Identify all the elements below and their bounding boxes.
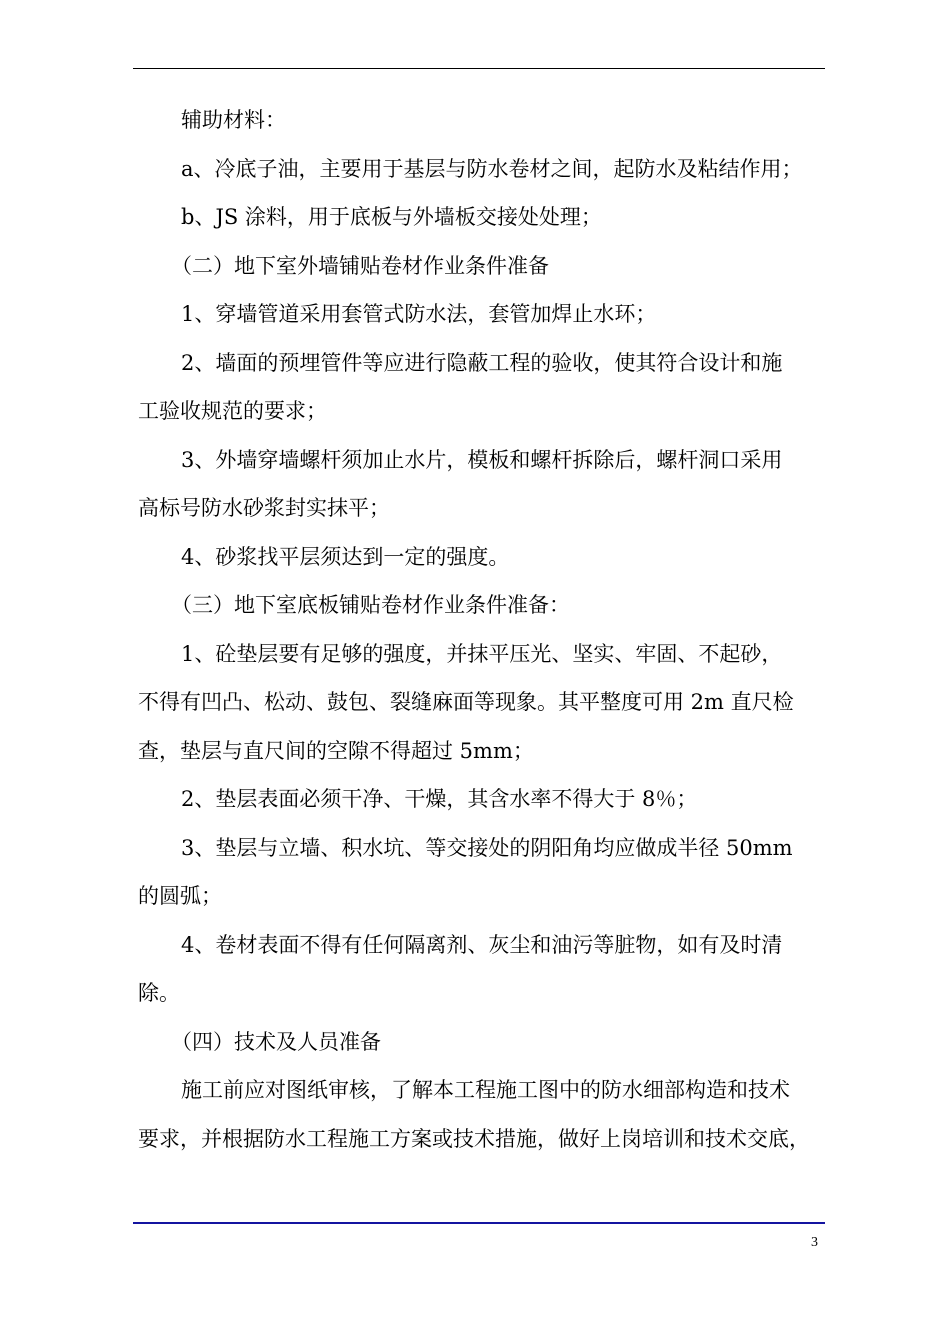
paragraph-line: 不得有凹凸、松动、鼓包、裂缝麻面等现象。其平整度可用 2m 直尺检 (138, 690, 794, 714)
paragraph-line: 高标号防水砂浆封实抹平； (138, 496, 390, 520)
paragraph-line: 3、垫层与立墙、积水坑、等交接处的阴阳角均应做成半径 50mm (181, 835, 793, 860)
paragraph-line: 4、砂浆找平层须达到一定的强度。 (181, 544, 510, 569)
section-label-auxiliary-materials: 辅助材料： (181, 108, 286, 132)
paragraph-line: 2、墙面的预埋管件等应进行隐蔽工程的验收，使其符合设计和施 (181, 350, 783, 375)
paragraph-line: 的圆弧； (138, 884, 222, 908)
list-item-a: a、冷底子油，主要用于基层与防水卷材之间，起防水及粘结作用； (181, 156, 803, 181)
paragraph-line: 1、穿墙管道采用套管式防水法，套管加焊止水环； (181, 302, 657, 326)
footer-rule (133, 1222, 825, 1224)
paragraph-line: 4、卷材表面不得有任何隔离剂、灰尘和油污等脏物，如有及时清 (181, 932, 783, 957)
paragraph-line: 工验收规范的要求； (138, 399, 327, 423)
paragraph-line: 施工前应对图纸审核，了解本工程施工图中的防水细部构造和技术 (181, 1078, 790, 1102)
paragraph-line: 2、垫层表面必须干净、干燥，其含水率不得大于 8％； (181, 787, 698, 811)
section-heading-4: （四）技术及人员准备 (171, 1029, 381, 1054)
document-body (138, 96, 828, 1163)
paragraph-line: 要求，并根据防水工程施工方案或技术措施，做好上岗培训和技术交底， (138, 1126, 810, 1151)
paragraph-line: 除。 (138, 981, 180, 1005)
paragraph-line: 3、外墙穿墙螺杆须加止水片，模板和螺杆拆除后，螺杆洞口采用 (181, 447, 783, 472)
paragraph-line: 查，垫层与直尺间的空隙不得超过 5mm； (138, 738, 534, 763)
paragraph-line: 1、砼垫层要有足够的强度，并抹平压光、坚实、牢固、不起砂， (181, 641, 783, 666)
page-number: 3 (811, 1235, 818, 1250)
list-item-b: b、JS 涂料，用于底板与外墙板交接处处理； (181, 205, 602, 229)
section-heading-2: （二）地下室外墙铺贴卷材作业条件准备 (171, 253, 549, 278)
header-rule (133, 68, 825, 69)
section-heading-3: （三）地下室底板铺贴卷材作业条件准备： (171, 593, 570, 617)
